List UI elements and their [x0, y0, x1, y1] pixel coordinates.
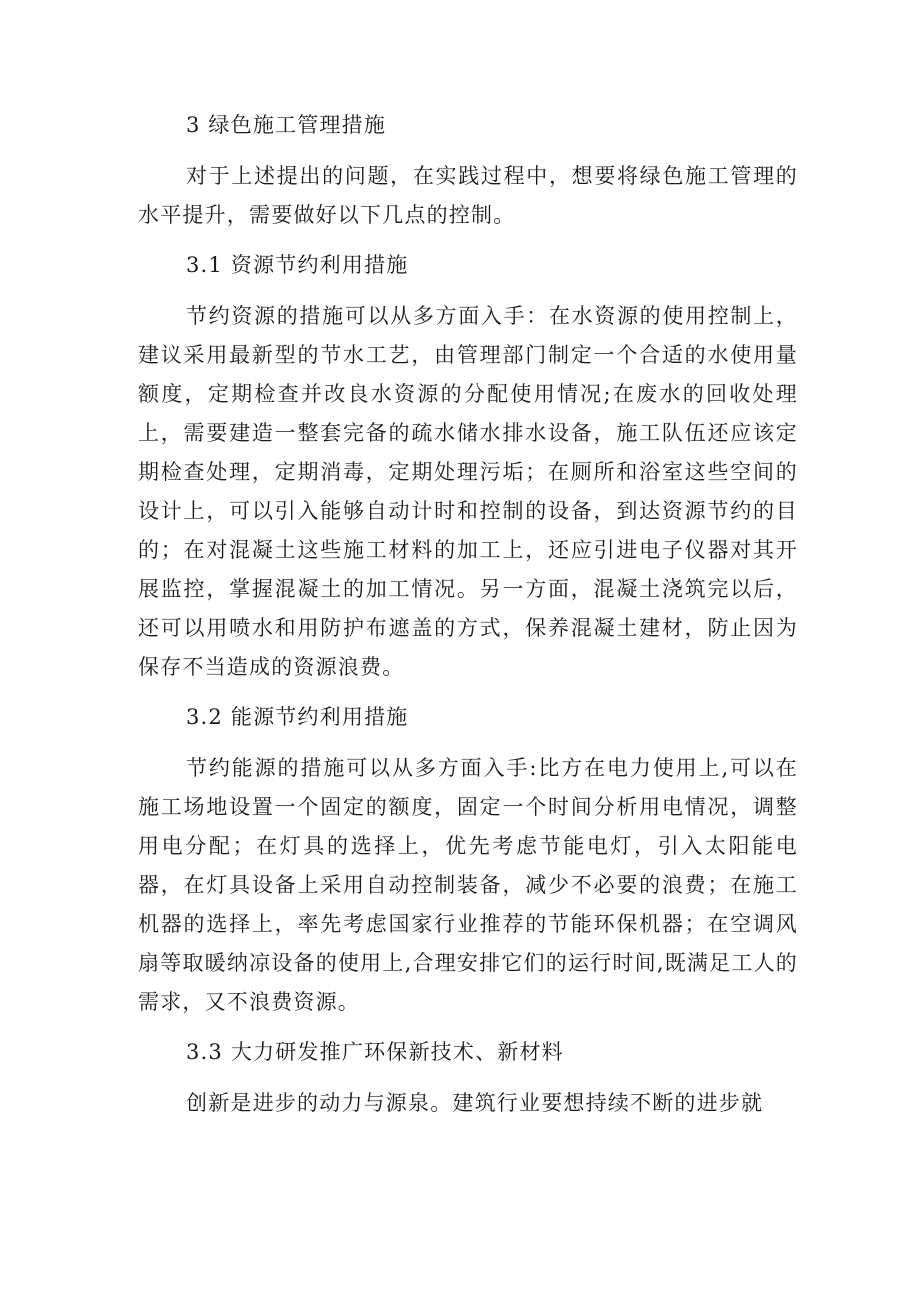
section-heading: 3.1 资源节约利用措施 [186, 253, 409, 277]
paragraph: 节约能源的措施可以从多方面入手:比方在电力使用上,可以在施工场地设置一个固定的额度，固定一个时间分析用电情况，调整用电分配；在灯具的选择上，优先考虑节能电灯，引入太阳能电器，在灯具设备上采用自动控制装备，减少不必要的浪费；在施工机器的选择上，率先考虑国家行业推荐的节能环保机器；在空调风扇等取暖纳凉设备的使用上,合理安排它们的运行时间,既满足工人的需求，又不浪费资源。 [138, 756, 798, 1014]
paragraph: 创新是进步的动力与源泉。建筑行业要想持续不断的进步就 [186, 1091, 764, 1115]
section-heading: 3 绿色施工管理措施 [186, 113, 387, 137]
document-body [138, 104, 798, 1123]
section-heading: 3.2 能源节约利用措施 [186, 705, 409, 729]
section-heading: 3.3 大力研发推广环保新技术、新材料 [186, 1040, 564, 1064]
paragraph: 节约资源的措施可以从多方面入手：在水资源的使用控制上，建议采用最新型的节水工艺，由管理部门制定一个合适的水使用量额度，定期检查并改良水资源的分配使用情况;在废水的回收处理上，需要建造一整套完备的疏水储水排水设备，施工队伍还应该定期检查处理，定期消毒，定期处理污垢；在厕所和浴室这些空间的设计上，可以引入能够自动计时和控制的设备，到达资源节约的目的；在对混凝土这些施工材料的加工上，还应引进电子仪器对其开展监控，掌握混凝土的加工情况。另一方面，混凝土浇筑完以后，还可以用喷水和用防护布遮盖的方式，保养混凝土建材，防止因为保存不当造成的资源浪费。 [138, 304, 798, 679]
paragraph: 对于上述提出的问题，在实践过程中，想要将绿色施工管理的水平提升，需要做好以下几点的控制。 [138, 164, 798, 227]
